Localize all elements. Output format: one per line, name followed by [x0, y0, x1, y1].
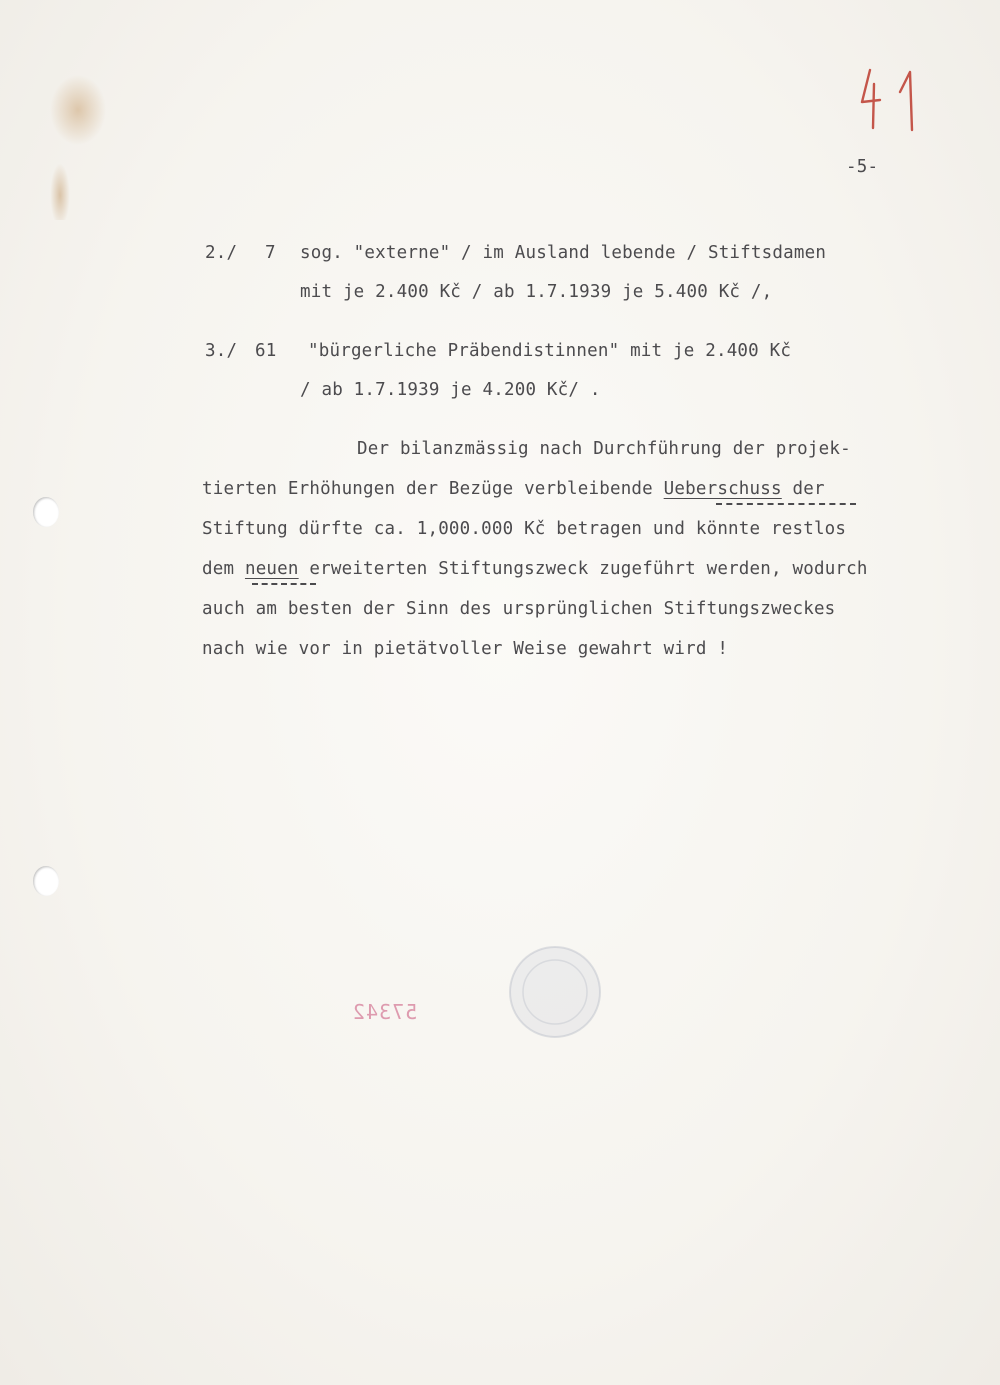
- punch-hole: [33, 866, 59, 896]
- item-count: 7: [265, 243, 276, 263]
- paragraph-line: Stiftung dürfte ca. 1,000.000 Kč betragen und könnte restlos: [202, 519, 847, 539]
- dashed-underline: [716, 503, 856, 505]
- paragraph-line: tierten Erhöhungen der Bezüge verbleibende Ueberschuss der: [202, 479, 825, 499]
- dashed-underline: [252, 583, 316, 585]
- item-text-line: mit je 2.400 Kč / ab 1.7.1939 je 5.400 Kč /,: [300, 282, 773, 302]
- handwritten-folio-number: [840, 62, 930, 142]
- paragraph-line: auch am besten der Sinn des ursprünglichen Stiftungszweckes: [202, 599, 836, 619]
- item-text-line: "bürgerliche Präbendistinnen" mit je 2.400 Kč: [308, 341, 792, 361]
- underlined-word-ueberschuss: Ueberschuss: [663, 479, 782, 499]
- item-text-line: / ab 1.7.1939 je 4.200 Kč/ .: [300, 380, 601, 400]
- item-text-line: sog. "externe" / im Ausland lebende / Stiftsdamen: [300, 243, 827, 263]
- seal-stamp: [505, 942, 605, 1042]
- paragraph-line: Der bilanzmässig nach Durchführung der projek-: [357, 439, 851, 459]
- stamp-number: 57342: [352, 1000, 418, 1024]
- item-number: 3./: [205, 341, 238, 361]
- item-count: 61: [255, 341, 277, 361]
- paragraph-line: nach wie vor in pietätvoller Weise gewahrt wird !: [202, 639, 729, 659]
- paragraph-line: dem neuen erweiterten Stiftungszweck zugeführt werden, wodurch: [202, 559, 868, 579]
- burn-stain: [18, 30, 128, 220]
- page-number: -5-: [846, 157, 879, 177]
- underlined-word-neuen: neuen: [244, 559, 299, 579]
- punch-hole: [33, 497, 59, 527]
- item-number: 2./: [205, 243, 238, 263]
